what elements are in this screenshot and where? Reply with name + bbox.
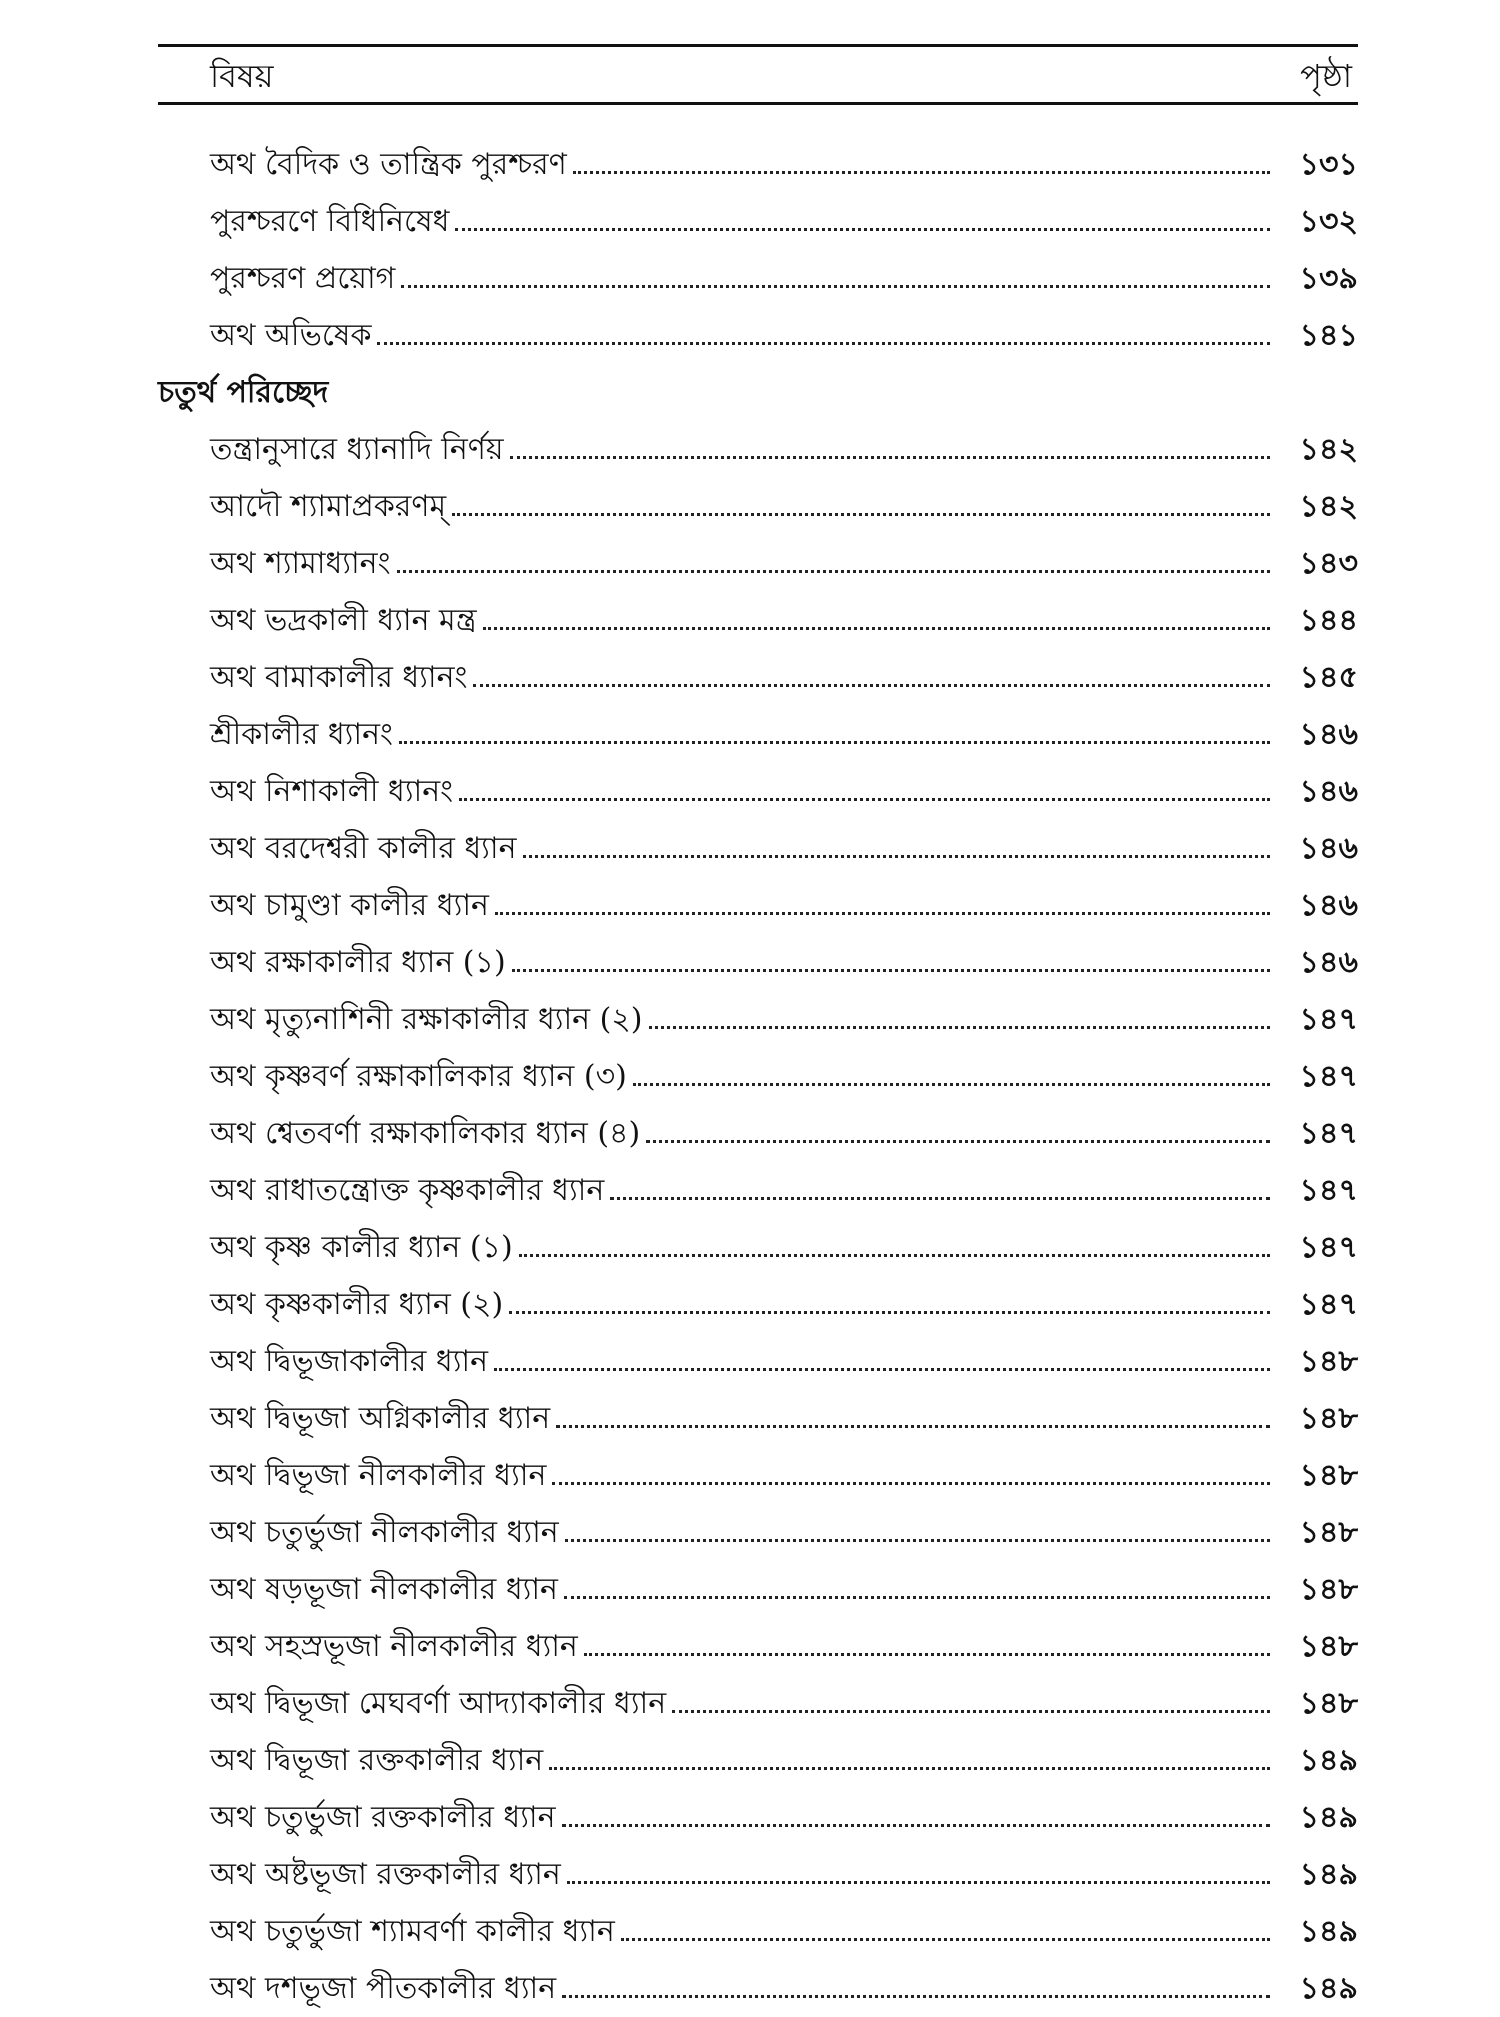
dot-leader: [562, 1824, 1270, 1827]
dot-leader: [646, 1140, 1270, 1143]
dot-leader: [512, 969, 1270, 972]
toc-entry: [158, 250, 1358, 307]
toc-entry-page-number: ১৩১: [1299, 146, 1358, 182]
toc-entry: [158, 1789, 1358, 1846]
toc-entry-page-number: ১৪৭: [1299, 1115, 1358, 1151]
dot-leader: [519, 1254, 1270, 1257]
dot-leader: [452, 513, 1270, 516]
toc-entry: [158, 1732, 1358, 1789]
toc-entry-title: অথ রক্ষাকালীর ধ্যান (১): [210, 944, 506, 980]
toc-entry-page-number: ১৪৬: [1299, 773, 1358, 809]
dot-leader: [649, 1026, 1270, 1029]
dot-leader: [633, 1083, 1270, 1086]
toc-entry: [158, 1903, 1358, 1960]
subject-column-heading: বিষয়: [210, 57, 274, 95]
toc-entry-page-number: ১৪৮: [1299, 1571, 1358, 1607]
toc-entry-page-number: ১৪৭: [1299, 1229, 1358, 1265]
toc-entry: [158, 1276, 1358, 1333]
toc-entry: [158, 1162, 1358, 1219]
toc-entry-page-number: ১৪২: [1299, 488, 1358, 524]
toc-entry: [158, 1390, 1358, 1447]
toc-page: [158, 40, 1358, 2006]
toc-entry-page-number: ১৪৬: [1299, 716, 1358, 752]
toc-entry-page-number: ১৪৯: [1299, 1856, 1358, 1892]
dot-leader: [556, 1425, 1270, 1428]
toc-entry-page-number: ১৪৮: [1299, 1343, 1358, 1379]
toc-entry: [158, 1105, 1358, 1162]
toc-entry: [158, 991, 1358, 1048]
toc-entry-page-number: ১৪২: [1299, 431, 1358, 467]
dot-leader: [565, 1539, 1270, 1542]
toc-entry-title: পুরশ্চরণে বিধিনিষেধ: [210, 203, 450, 239]
dot-leader: [399, 741, 1270, 744]
toc-entry: [158, 478, 1358, 535]
toc-entry: [158, 136, 1358, 193]
page-column-heading: পৃষ্ঠা: [1300, 57, 1352, 95]
toc-entry: [158, 1618, 1358, 1675]
toc-entry: [158, 1846, 1358, 1903]
toc-entry-page-number: ১৪৯: [1299, 1913, 1358, 1949]
toc-entry-title: অথ বৈদিক ও তান্ত্রিক পুরশ্চরণ: [210, 146, 567, 182]
toc-entry-title: অথ সহস্রভূজা নীলকালীর ধ্যান: [210, 1628, 578, 1664]
toc-entry-title: অথ দ্বিভূজাকালীর ধ্যান: [210, 1343, 489, 1379]
dot-leader: [401, 285, 1270, 288]
toc-entry: [158, 535, 1358, 592]
toc-entry-page-number: ১৪৫: [1299, 659, 1358, 695]
toc-entry-title: অথ দশভূজা পীতকালীর ধ্যান: [210, 1970, 557, 2006]
toc-entry-page-number: ১৪৭: [1299, 1172, 1358, 1208]
toc-entry: [158, 592, 1358, 649]
toc-entry: [158, 1447, 1358, 1504]
toc-entry: [158, 649, 1358, 706]
toc-entry-title: অথ ভদ্রকালী ধ্যান মন্ত্র: [210, 602, 477, 638]
toc-entry-page-number: ১৪৮: [1299, 1457, 1358, 1493]
toc-entry-page-number: ১৪৬: [1299, 887, 1358, 923]
dot-leader: [509, 1311, 1270, 1314]
toc-entry: [158, 877, 1358, 934]
toc-entry-title: অথ দ্বিভূজা অগ্নিকালীর ধ্যান: [210, 1400, 551, 1436]
dot-leader: [523, 855, 1271, 858]
toc-entry: [158, 763, 1358, 820]
toc-entry-page-number: ১৪৮: [1299, 1685, 1358, 1721]
toc-entry: [158, 421, 1358, 478]
toc-entry-page-number: ১৪৬: [1299, 944, 1358, 980]
toc-entry-title: অথ বরদেশ্বরী কালীর ধ্যান: [210, 830, 517, 866]
toc-entry-title: অথ রাধাতন্ত্রোক্ত কৃষ্ণকালীর ধ্যান: [210, 1172, 605, 1208]
dot-leader: [377, 342, 1270, 345]
toc-entry-title: অথ মৃত্যুনাশিনী রক্ষাকালীর ধ্যান (২): [210, 1001, 643, 1037]
toc-entry-title: অথ চামুণ্ডা কালীর ধ্যান: [210, 887, 489, 923]
toc-entry: [158, 1219, 1358, 1276]
toc-entry: [158, 1048, 1358, 1105]
dot-leader: [621, 1938, 1270, 1941]
toc-entry: [158, 706, 1358, 763]
toc-entry-title: অথ অষ্টভূজা রক্তকালীর ধ্যান: [210, 1856, 561, 1892]
dot-leader: [510, 456, 1270, 459]
toc-entry-page-number: ১৪৭: [1299, 1058, 1358, 1094]
toc-entry-title: অথ দ্বিভূজা মেঘবর্ণা আদ্যাকালীর ধ্যান: [210, 1685, 667, 1721]
dot-leader: [483, 627, 1270, 630]
toc-entry-title: অথ দ্বিভূজা নীলকালীর ধ্যান: [210, 1457, 547, 1493]
toc-entry-title: আদৌ শ্যামাপ্রকরণম্: [210, 488, 447, 524]
toc-entry-title: তন্ত্রানুসারে ধ্যানাদি নির্ণয়: [210, 431, 504, 467]
toc-entry: [158, 1960, 1358, 2017]
toc-entry-title: অথ চতুর্ভুজা রক্তকালীর ধ্যান: [210, 1799, 556, 1835]
toc-entry-page-number: ১৪৭: [1299, 1286, 1358, 1322]
toc-entry-page-number: ১৪৯: [1299, 1799, 1358, 1835]
dot-leader: [473, 684, 1270, 687]
dot-leader: [494, 1368, 1270, 1371]
dot-leader: [564, 1596, 1270, 1599]
header-top-rule: [158, 44, 1358, 47]
section-heading: চতুর্থ পরিচ্ছেদ: [158, 374, 329, 410]
toc-entry-page-number: ১৪৭: [1299, 1001, 1358, 1037]
toc-entry-title: অথ দ্বিভূজা রক্তকালীর ধ্যান: [210, 1742, 544, 1778]
dot-leader: [459, 798, 1270, 801]
toc-entry-page-number: ১৪৯: [1299, 1742, 1358, 1778]
toc-entry: [158, 934, 1358, 991]
toc-entry: [158, 1675, 1358, 1732]
toc-entry-title: অথ চতুর্ভুজা নীলকালীর ধ্যান: [210, 1514, 559, 1550]
toc-entry-title: শ্রীকালীর ধ্যানং: [210, 716, 393, 752]
dot-leader: [584, 1653, 1270, 1656]
dot-leader: [567, 1881, 1270, 1884]
toc-entry: [158, 1504, 1358, 1561]
dot-leader: [495, 912, 1270, 915]
toc-entry-title: অথ কৃষ্ণকালীর ধ্যান (২): [210, 1286, 504, 1322]
dot-leader: [552, 1482, 1270, 1485]
toc-entry-page-number: ১৪৬: [1299, 830, 1358, 866]
toc-entry-title: অথ শ্বেতবর্ণা রক্ষাকালিকার ধ্যান (৪): [210, 1115, 641, 1151]
toc-entry: [158, 193, 1358, 250]
dot-leader: [573, 171, 1270, 174]
toc-entry-page-number: ১৪৮: [1299, 1514, 1358, 1550]
dot-leader: [610, 1197, 1270, 1200]
toc-entry-page-number: ১৪৮: [1299, 1400, 1358, 1436]
toc-entry-page-number: ১৩২: [1299, 203, 1358, 239]
toc-entry-page-number: ১৪৯: [1299, 1970, 1358, 2006]
toc-entry-title: অথ ষড়ভূজা নীলকালীর ধ্যান: [210, 1571, 558, 1607]
toc-entry-title: অথ কৃষ্ণ কালীর ধ্যান (১): [210, 1229, 513, 1265]
toc-entry: [158, 820, 1358, 877]
dot-leader: [549, 1767, 1270, 1770]
toc-entry: [158, 1561, 1358, 1618]
toc-entry-page-number: ১৪৩: [1299, 545, 1358, 581]
toc-entry-title: অথ চতুর্ভুজা শ্যামবর্ণা কালীর ধ্যান: [210, 1913, 615, 1949]
toc-entry-title: পুরশ্চরণ প্রয়োগ: [210, 260, 396, 296]
dot-leader: [455, 228, 1270, 231]
header-bottom-rule: [158, 102, 1358, 105]
toc-entry-title: অথ বামাকালীর ধ্যানং: [210, 659, 468, 695]
toc-entry-page-number: ১৪৮: [1299, 1628, 1358, 1664]
toc-entry-title: অথ কৃষ্ণবর্ণ রক্ষাকালিকার ধ্যান (৩): [210, 1058, 627, 1094]
toc-entry: [158, 307, 1358, 364]
table-of-contents: [158, 136, 1358, 2017]
toc-entry-page-number: ১৩৯: [1299, 260, 1358, 296]
dot-leader: [397, 570, 1271, 573]
toc-entry-page-number: ১৪১: [1299, 317, 1358, 353]
dot-leader: [672, 1710, 1270, 1713]
toc-entry: [158, 1333, 1358, 1390]
toc-entry-page-number: ১৪৪: [1299, 602, 1358, 638]
dot-leader: [562, 1995, 1270, 1998]
toc-entry-title: অথ শ্যামাধ্যানং: [210, 545, 391, 581]
toc-entry-title: অথ অভিষেক: [210, 317, 372, 353]
toc-entry-title: অথ নিশাকালী ধ্যানং: [210, 773, 454, 809]
